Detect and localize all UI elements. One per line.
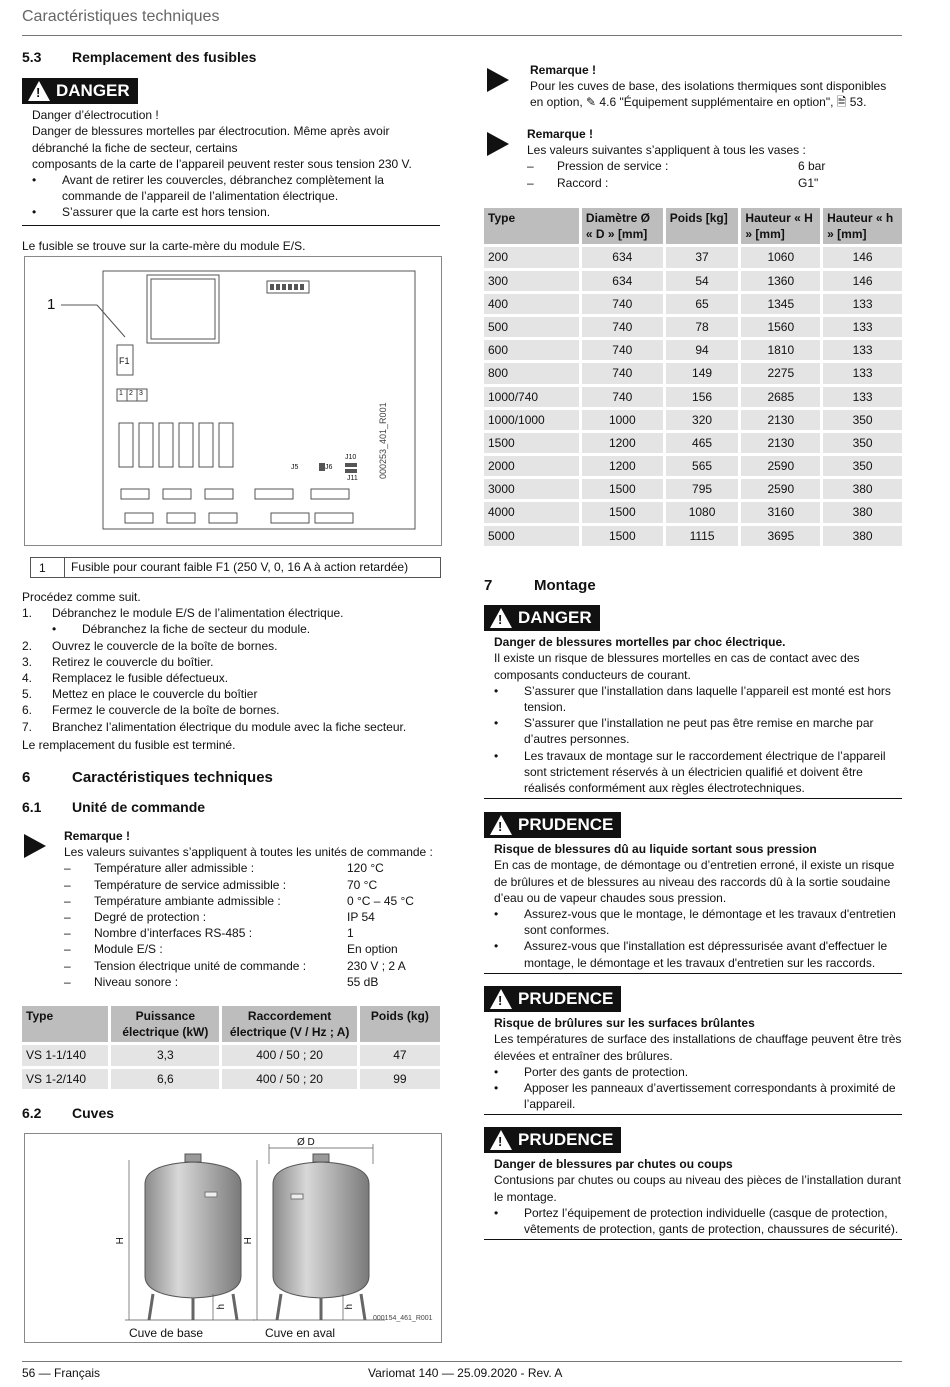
remark-title: Remarque ! xyxy=(64,829,131,843)
table-cell: 600 xyxy=(484,340,579,360)
section-number: 6.1 xyxy=(22,799,42,815)
vessels-drawing xyxy=(25,1134,441,1342)
spec-row: – Tension électrique unité de commande : 230 V ; 2 A xyxy=(64,958,406,973)
caption-secondary-vessel: Cuve en aval xyxy=(265,1326,336,1340)
table-cell: 1360 xyxy=(741,271,820,291)
section-heading-6 xyxy=(22,768,273,788)
section-title: Remplacement des fusibles xyxy=(72,49,257,65)
table-cell: 47 xyxy=(360,1045,440,1065)
table-row xyxy=(484,456,902,476)
danger-line: composants de la carte de l’appareil peuvent rester sous tension 230 V. xyxy=(32,156,412,171)
table-cell: 1200 xyxy=(582,456,663,476)
table-cell: 3695 xyxy=(741,526,820,546)
procedure-step: 3. Retirez le couvercle du boîtier. xyxy=(22,654,214,669)
vessels-figure xyxy=(24,1133,442,1343)
table-header-cell: Raccordement électrique (V / Hz ; A) xyxy=(222,1006,356,1042)
fuse-f1-label: F1 xyxy=(119,356,130,366)
table-row xyxy=(484,410,902,430)
section-title: Caractéristiques techniques xyxy=(72,769,273,786)
notice-text: Les températures de surface des installations de chauffage peuvent être très élevées et entraîner des brûlures. xyxy=(494,1032,902,1063)
table-cell: 1500 xyxy=(582,479,663,499)
table-cell: 149 xyxy=(666,363,739,383)
table-cell: 634 xyxy=(582,271,663,291)
table-header-cell: Poids (kg) xyxy=(360,1006,440,1042)
figure-callout-1: 1 xyxy=(47,296,56,313)
procedure-intro: Procédez comme suit. xyxy=(22,590,141,604)
table-cell: 1560 xyxy=(741,317,820,337)
table-cell: 2275 xyxy=(741,363,820,383)
warning-icon xyxy=(490,815,512,835)
table-row xyxy=(484,294,902,314)
spec-row: – Température aller admissible : 120 °C xyxy=(64,861,384,876)
table-cell: 400 / 50 ; 20 xyxy=(222,1045,356,1065)
terminal-label: 2 xyxy=(129,390,133,397)
table-row xyxy=(484,433,902,453)
dimension-foot-label: h xyxy=(216,1303,228,1310)
warning-icon xyxy=(490,608,512,628)
remark-arrow-icon xyxy=(24,834,46,858)
section-number: 6.2 xyxy=(22,1105,42,1121)
procedure-step: 2. Ouvrez le couvercle de la boîte de bornes. xyxy=(22,638,278,653)
warning-icon xyxy=(28,81,50,101)
table-cell: 380 xyxy=(823,479,902,499)
dimension-foot-label: h xyxy=(344,1303,356,1310)
table-cell: 3,3 xyxy=(111,1045,219,1065)
section-heading-5-3 xyxy=(22,48,256,67)
section-number: 5.3 xyxy=(22,49,42,65)
remark-title: Remarque ! xyxy=(527,127,594,141)
remark-insulation xyxy=(530,62,900,111)
page-header: Caractéristiques techniques xyxy=(22,8,220,25)
caption-base-vessel: Cuve de base xyxy=(129,1326,204,1340)
vessel-value-row: – Raccord : G1" xyxy=(527,175,819,190)
table-cell: 320 xyxy=(666,410,739,430)
table-cell: 350 xyxy=(823,456,902,476)
jumper-j10-label: J10 xyxy=(345,454,357,461)
table-row xyxy=(484,387,902,407)
table-cell: 65 xyxy=(666,294,739,314)
table-cell: 6,6 xyxy=(111,1069,219,1089)
table-header-cell: Type xyxy=(484,208,579,244)
caution-notice-burns: ! PRUDENCE Risque de brûlures sur les surfaces brûlantes Les températures de surface des installations de chauffage peuvent être très élevées et entraîner des brûlures. • Porter des gants de protection. • Apposer les panneaux d’avertissement correspondants à proximité de l’appareil. xyxy=(484,986,902,1115)
section-title: Unité de commande xyxy=(72,799,206,815)
figure-legend xyxy=(30,557,441,578)
spec-row: – Température ambiante admissible : 0 °C – 45 °C xyxy=(64,893,414,908)
table-cell: 1000/740 xyxy=(484,387,579,407)
table-cell: 1500 xyxy=(484,433,579,453)
procedure-step: 1. Débranchez le module E/S de l’alimentation électrique. xyxy=(22,606,344,621)
vessel-value-row: – Pression de service : 6 bar xyxy=(527,159,826,174)
fuse-procedure xyxy=(22,589,440,753)
danger-badge xyxy=(22,78,138,104)
table-cell: 380 xyxy=(823,526,902,546)
section-heading-6-1 xyxy=(22,798,205,817)
danger-badge: ! DANGER xyxy=(484,605,600,631)
table-row xyxy=(484,526,902,546)
table-cell: 133 xyxy=(823,363,902,383)
table-row xyxy=(22,1045,440,1065)
table-cell: 795 xyxy=(666,479,739,499)
warning-icon xyxy=(490,1130,512,1150)
table-cell: 1200 xyxy=(582,433,663,453)
table-header-cell: Puissance électrique (kW) xyxy=(111,1006,219,1042)
table-cell: 740 xyxy=(582,340,663,360)
table-cell: 400 xyxy=(484,294,579,314)
table-cell: 2130 xyxy=(741,410,820,430)
table-header-cell: Hauteur « h » [mm] xyxy=(823,208,902,244)
table-cell: 1345 xyxy=(741,294,820,314)
section-title: Cuves xyxy=(72,1105,115,1121)
procedure-end: Le remplacement du fusible est terminé. xyxy=(22,737,236,752)
section-heading-6-2 xyxy=(22,1104,114,1123)
table-cell: 78 xyxy=(666,317,739,337)
table-cell: 146 xyxy=(823,247,902,267)
table-cell: 37 xyxy=(666,247,739,267)
table-cell: 500 xyxy=(484,317,579,337)
table-cell: 1080 xyxy=(666,502,739,522)
circuit-board-figure xyxy=(24,256,442,546)
control-unit-table xyxy=(19,1003,443,1092)
section-title: Montage xyxy=(534,577,596,594)
table-cell: VS 1-2/140 xyxy=(22,1069,108,1089)
notice-title: Risque de blessures dû au liquide sortant sous pression xyxy=(494,842,817,857)
caution-badge: ! PRUDENCE xyxy=(484,812,621,838)
remark-arrow-icon xyxy=(487,132,509,156)
spec-row: – Température de service admissible : 70 °C xyxy=(64,877,378,892)
table-cell: 465 xyxy=(666,433,739,453)
vessel-table xyxy=(481,205,905,549)
table-cell: 1500 xyxy=(582,526,663,546)
table-row xyxy=(484,363,902,383)
spec-row: – Degré de protection : IP 54 xyxy=(64,909,375,924)
remark-control-unit xyxy=(64,828,440,990)
dimension-height-label: H xyxy=(242,1237,254,1245)
danger-notice-electrocution xyxy=(22,78,440,226)
danger-bullet: • Avant de retirer les couvercles, débranchez complètement la commande de l’appareil de l’alimentation électrique. xyxy=(32,172,384,204)
table-cell: 634 xyxy=(582,247,663,267)
table-header-cell: Type xyxy=(22,1006,108,1042)
table-cell: 133 xyxy=(823,387,902,407)
spec-row: – Module E/S : En option xyxy=(64,942,398,957)
figure-code: 000154_461_R001 xyxy=(373,1315,433,1322)
table-cell: 2000 xyxy=(484,456,579,476)
notice-title: Danger de blessures mortelles par choc électrique. xyxy=(494,635,786,650)
table-row xyxy=(484,317,902,337)
table-cell: 565 xyxy=(666,456,739,476)
footer-page: 56 — Français xyxy=(22,1366,101,1380)
jumper-j6-label: J6 xyxy=(325,464,333,471)
table-cell: 300 xyxy=(484,271,579,291)
notice-text: Il existe un risque de blessures mortelles en cas de contact avec des composants conducteurs de courant. xyxy=(494,651,860,682)
fuse-intro: Le fusible se trouve sur la carte-mère du module E/S. xyxy=(22,239,306,253)
table-cell: 5000 xyxy=(484,526,579,546)
table-cell: 3000 xyxy=(484,479,579,499)
jumper-j11-label: J11 xyxy=(347,475,358,482)
danger-label: DANGER xyxy=(56,80,130,100)
table-cell: 1500 xyxy=(582,502,663,522)
table-cell: 1000 xyxy=(582,410,663,430)
table-cell: 1810 xyxy=(741,340,820,360)
table-cell: 2685 xyxy=(741,387,820,407)
table-cell: 1060 xyxy=(741,247,820,267)
remark-arrow-icon xyxy=(487,68,509,92)
dimension-diameter-label: Ø D xyxy=(297,1137,315,1148)
table-row xyxy=(484,247,902,267)
remark-intro: Les valeurs suivantes s’appliquent à toutes les unités de commande : xyxy=(64,845,433,860)
table-header-cell: Poids [kg] xyxy=(666,208,739,244)
circuit-board-drawing xyxy=(25,257,441,545)
table-cell: VS 1-1/140 xyxy=(22,1045,108,1065)
table-cell: 4000 xyxy=(484,502,579,522)
table-cell: 99 xyxy=(360,1069,440,1089)
footer-document: Variomat 140 — 25.09.2020 - Rev. A xyxy=(368,1366,563,1380)
table-cell: 200 xyxy=(484,247,579,267)
table-cell: 133 xyxy=(823,317,902,337)
danger-body xyxy=(22,105,440,225)
table-cell: 800 xyxy=(484,363,579,383)
danger-bullet: • S’assurer que la carte est hors tension. xyxy=(32,205,271,220)
table-row xyxy=(484,340,902,360)
table-cell: 740 xyxy=(582,294,663,314)
table-cell: 350 xyxy=(823,410,902,430)
table-cell: 94 xyxy=(666,340,739,360)
caution-notice-falls: ! PRUDENCE Danger de blessures par chutes ou coups Contusions par chutes ou coups au niveau des pièces de l’installation durant le montage. • Portez l’équipement de protection individuelle (casque de protection, vêtements de protection, gants de protection, chaussures de sécurité). xyxy=(484,1127,902,1240)
table-cell: 2590 xyxy=(741,456,820,476)
procedure-step: 6. Fermez le couvercle de la boîte de bornes. xyxy=(22,703,280,718)
spec-row: – Nombre d’interfaces RS-485 : 1 xyxy=(64,926,354,941)
caution-badge: ! PRUDENCE xyxy=(484,1127,621,1153)
table-cell: 54 xyxy=(666,271,739,291)
legend-number: 1 xyxy=(31,558,65,577)
table-row xyxy=(484,479,902,499)
notice-title: Risque de brûlures sur les surfaces brûlantes xyxy=(494,1016,755,1031)
notice-text: Contusions par chutes ou coups au niveau des pièces de l’installation durant le montage. xyxy=(494,1173,901,1204)
notice-title: Danger de blessures par chutes ou coups xyxy=(494,1157,733,1172)
table-cell: 740 xyxy=(582,363,663,383)
danger-line: Danger de blessures mortelles par électrocution. Même après avoir débranché la fiche de secteur, certains xyxy=(32,124,390,155)
remark-text: Pour les cuves de base, des isolations thermiques sont disponibles en option, ✎ 4.6 "Équipement supplémentaire en option", 🗎 53. xyxy=(530,79,887,110)
table-row xyxy=(484,271,902,291)
danger-line: Danger d’électrocution ! xyxy=(32,108,159,123)
table-header-cell: Hauteur « H » [mm] xyxy=(741,208,820,244)
caution-badge: ! PRUDENCE xyxy=(484,986,621,1012)
terminal-label: 1 xyxy=(119,390,123,397)
caution-notice-pressure: ! PRUDENCE Risque de blessures dû au liquide sortant sous pression En cas de montage, de démontage ou d’entretien erroné, il existe un risque de brûlures et de blessures au niveau des raccords dû à la sortie soudaine d’eau ou de vapeur chaudes sous pression. • Assurez-vous que le montage, le démontage et les travaux d'entretien sont conformes. • Assurez-vous que l'installation est dépressurisée avant d'effectuer le montage, le démontage et les travaux d'entretien sur les raccords. xyxy=(484,812,902,974)
footer-rule xyxy=(22,1361,902,1362)
figure-code: 000253_401_R001 xyxy=(378,402,388,479)
jumper-j5-label: J5 xyxy=(291,464,299,471)
table-cell: 350 xyxy=(823,433,902,453)
procedure-step: 5. Mettez en place le couvercle du boîtier xyxy=(22,687,258,702)
header-rule xyxy=(22,35,902,36)
legend-text: Fusible pour courant faible F1 (250 V, 0, 16 A à action retardée) xyxy=(71,560,409,575)
danger-notice-shock: ! DANGER Danger de blessures mortelles par choc électrique. Il existe un risque de blessures mortelles en cas de contact avec des composants conducteurs de courant. • S’assurer que l’installation dans laquelle l’appareil est monté est hors tension. • S’assurer que l’installation ne peut pas être remise en marche par d’autres personnes. • Les travaux de montage sur le raccordement électrique de l’appareil sont strictement réservés à un électricien qualifié et doivent être réalisés conformément aux règles électrotechniques. xyxy=(484,605,902,799)
spec-row: – Niveau sonore : 55 dB xyxy=(64,974,379,989)
procedure-step: 7. Branchez l’alimentation électrique du module avec la fiche secteur. xyxy=(22,719,407,734)
table-header-cell: Diamètre Ø « D » [mm] xyxy=(582,208,663,244)
table-cell: 133 xyxy=(823,294,902,314)
table-cell: 740 xyxy=(582,387,663,407)
table-cell: 740 xyxy=(582,317,663,337)
table-cell: 2590 xyxy=(741,479,820,499)
section-heading-7 xyxy=(484,576,596,596)
spec-list xyxy=(64,860,440,990)
procedure-step: • Débranchez la fiche de secteur du module. xyxy=(52,622,311,637)
terminal-label: 3 xyxy=(139,390,143,397)
remark-intro: Les valeurs suivantes s’appliquent à tous les vases : xyxy=(527,143,806,158)
warning-icon xyxy=(490,989,512,1009)
procedure-step: 4. Remplacez le fusible défectueux. xyxy=(22,670,229,685)
table-cell: 1115 xyxy=(666,526,739,546)
table-cell: 133 xyxy=(823,340,902,360)
table-row xyxy=(22,1069,440,1089)
dimension-height-label: H xyxy=(114,1237,126,1245)
table-cell: 400 / 50 ; 20 xyxy=(222,1069,356,1089)
table-cell: 3160 xyxy=(741,502,820,522)
table-cell: 2130 xyxy=(741,433,820,453)
table-row xyxy=(484,502,902,522)
table-cell: 1000/1000 xyxy=(484,410,579,430)
table-cell: 146 xyxy=(823,271,902,291)
remark-title: Remarque ! xyxy=(530,63,597,77)
table-cell: 380 xyxy=(823,502,902,522)
procedure-steps xyxy=(22,605,440,735)
remark-vessels xyxy=(527,126,901,191)
section-number: 7 xyxy=(484,577,493,594)
notice-text: En cas de montage, de démontage ou d’entretien erroné, il existe un risque de brûlures et de blessures au niveau des raccords dû à la sortie soudaine d’eau ou de vapeur chaudes sous pression. xyxy=(494,858,895,905)
section-number: 6 xyxy=(22,769,31,786)
table-cell: 156 xyxy=(666,387,739,407)
